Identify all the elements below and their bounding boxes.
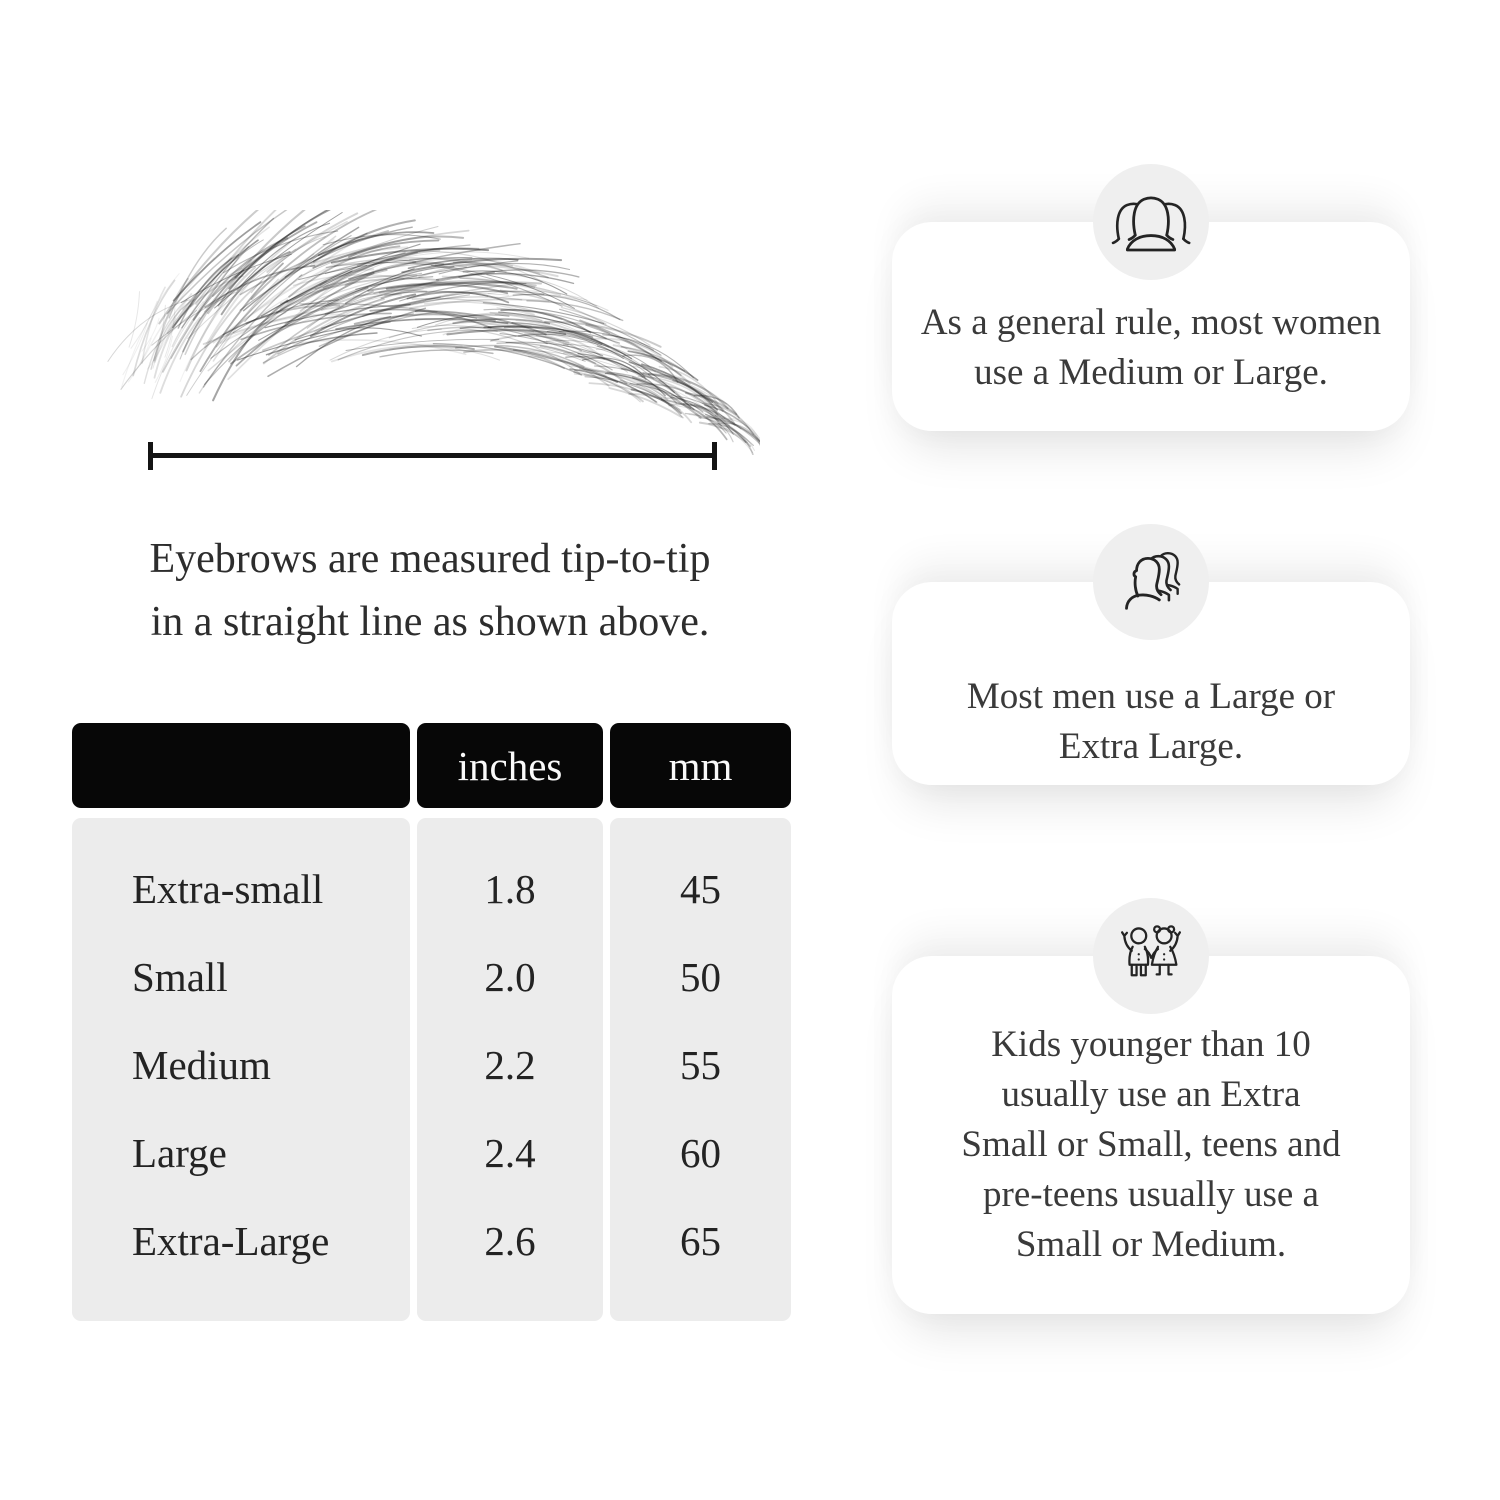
- tip-line: Small or Medium.: [1015, 1224, 1287, 1265]
- tip-line: Small or Small, teens and: [961, 1124, 1341, 1165]
- table-column-mm: [610, 818, 791, 1321]
- tip-text: [892, 298, 1410, 398]
- tip-line: As a general rule, most women: [920, 302, 1382, 343]
- table-cell-size: Extra-Large: [132, 1218, 330, 1264]
- measurement-caption: [95, 528, 765, 654]
- tip-card-kids: [892, 956, 1410, 1314]
- icon-circle: [1093, 524, 1209, 640]
- table-cell-inches: 2.4: [484, 1130, 536, 1176]
- tip-text: [892, 1020, 1410, 1270]
- table-header-inches: inches: [417, 723, 603, 808]
- measurement-line-bar: [151, 453, 714, 458]
- size-table: [72, 723, 791, 1321]
- men-group-icon: [1109, 540, 1193, 624]
- icon-circle: [1093, 898, 1209, 1014]
- table-cell-mm: 50: [680, 954, 721, 1000]
- eyebrow-illustration: [100, 210, 760, 455]
- table-cell-size: Extra-small: [132, 866, 324, 912]
- measurement-line: [145, 440, 720, 474]
- table-cell-inches: 2.6: [484, 1218, 536, 1264]
- tip-line: Extra Large.: [1058, 726, 1244, 767]
- tip-line: Kids younger than 10: [991, 1024, 1311, 1065]
- tip-line: usually use an Extra: [1001, 1074, 1301, 1115]
- table-cell-inches: 2.0: [484, 954, 536, 1000]
- table-column-size: [72, 818, 410, 1321]
- table-column-inches: [417, 818, 603, 1321]
- tip-text: [892, 672, 1410, 772]
- icon-circle: [1093, 164, 1209, 280]
- table-cell-mm: 65: [680, 1218, 721, 1264]
- table-cell-size: Small: [132, 954, 228, 1000]
- table-cell-mm: 60: [680, 1130, 721, 1176]
- table-cell-size: Large: [132, 1130, 227, 1176]
- caption-line-1: Eyebrows are measured tip-to-tip: [149, 536, 711, 582]
- table-header-size: [72, 723, 410, 808]
- measurement-line-endcap-right: [712, 442, 717, 470]
- caption-line-2: in a straight line as shown above.: [150, 599, 710, 645]
- table-cell-size: Medium: [132, 1042, 271, 1088]
- kids-icon: [1109, 914, 1193, 998]
- tip-line: Most men use a Large or: [966, 676, 1336, 717]
- women-group-icon: [1109, 180, 1193, 264]
- table-cell-mm: 55: [680, 1042, 721, 1088]
- tip-card-men: [892, 582, 1410, 785]
- tip-line: pre-teens usually use a: [983, 1174, 1319, 1215]
- table-header-mm: mm: [610, 723, 791, 808]
- tip-line: use a Medium or Large.: [974, 352, 1328, 393]
- tip-card-women: [892, 222, 1410, 431]
- table-cell-mm: 45: [680, 866, 721, 912]
- table-cell-inches: 2.2: [484, 1042, 536, 1088]
- table-cell-inches: 1.8: [484, 866, 536, 912]
